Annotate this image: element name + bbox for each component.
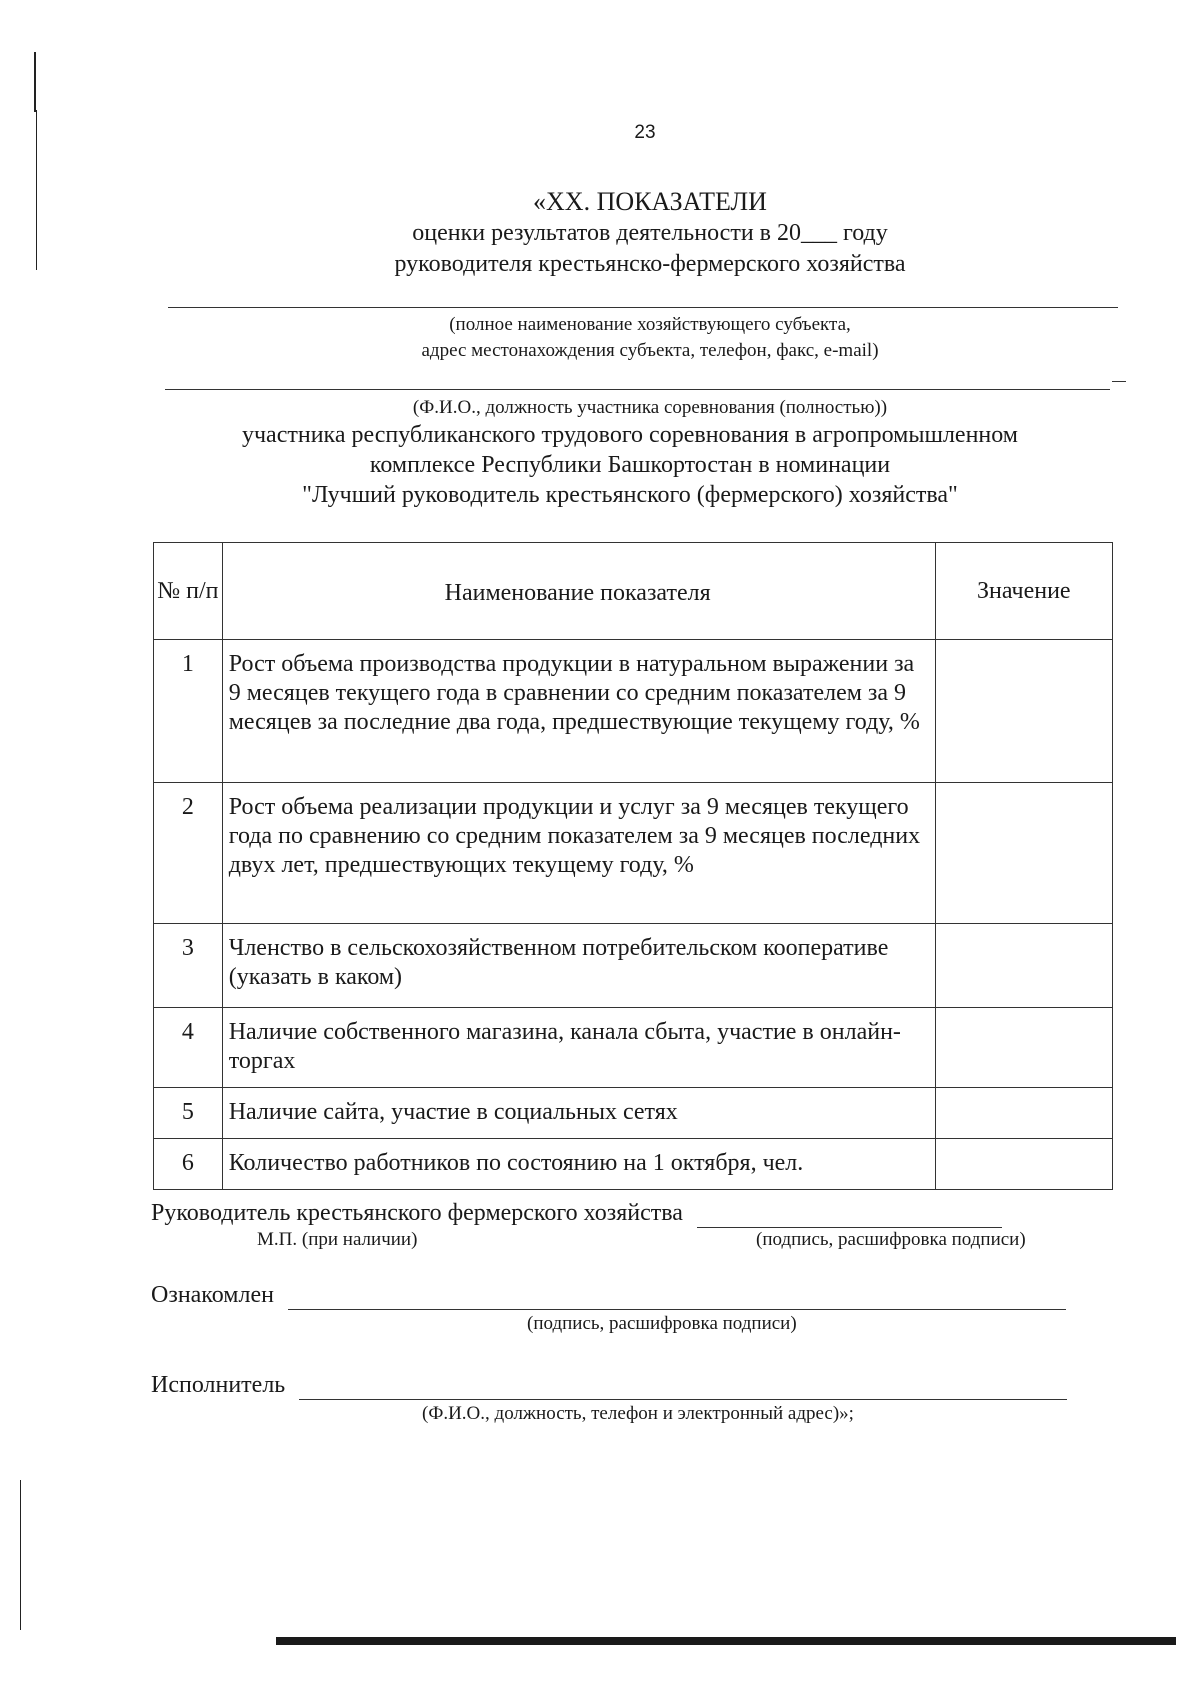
executor-caption: (Ф.И.О., должность, телефон и электронный адрес)»; — [422, 1403, 854, 1424]
header-indicator-name: Наименование показателя — [222, 543, 935, 640]
table-row — [154, 1008, 1113, 1088]
head-signature-caption: (подпись, расшифровка подписи) — [756, 1229, 1026, 1250]
head-signature-line[interactable] — [697, 1201, 1002, 1228]
executor-row — [151, 1370, 1067, 1400]
title-line-2: оценки результатов деятельности в 20___ году — [412, 220, 888, 246]
row-value-cell[interactable] — [935, 1008, 1112, 1088]
stamp-note: М.П. (при наличии) — [257, 1229, 418, 1250]
head-signature-row — [151, 1198, 1002, 1228]
entity-name-line — [168, 307, 1118, 308]
page-bottom-bar — [276, 1637, 1176, 1645]
acquainted-signature-line[interactable] — [288, 1283, 1066, 1310]
row-number: 3 — [154, 924, 223, 1008]
row-value-cell[interactable] — [935, 783, 1112, 924]
row-value-cell[interactable] — [935, 1088, 1112, 1139]
row-number: 2 — [154, 783, 223, 924]
entity-caption-line-1: (полное наименование хозяйствующего субъекта, — [449, 314, 851, 335]
participant-line-2: комплексе Республики Башкортостан в номинации — [369, 452, 891, 478]
title-line-3: руководителя крестьянско-фермерского хозяйства — [394, 251, 906, 277]
executor-label: Исполнитель — [151, 1372, 286, 1398]
participant-line-1: участника республиканского трудового соревнования в агропромышленном — [241, 422, 1018, 448]
head-label: Руководитель крестьянского фермерского хозяйства — [151, 1200, 683, 1226]
row-number: 1 — [154, 640, 223, 783]
fio-line — [165, 389, 1110, 390]
entity-caption — [330, 312, 970, 364]
executor-signature-line[interactable] — [299, 1373, 1067, 1400]
row-indicator-name: Наличие собственного магазина, канала сбыта, участие в онлайн-торгах — [222, 1008, 935, 1088]
indicators-table — [153, 542, 1113, 1190]
table-row — [154, 924, 1113, 1008]
acquainted-label: Ознакомлен — [151, 1282, 274, 1308]
fio-caption: (Ф.И.О., должность участника соревнования (полностью)) — [412, 397, 888, 418]
title-line-1: «XX. ПОКАЗАТЕЛИ — [533, 187, 767, 216]
table-row — [154, 783, 1113, 924]
row-indicator-name: Рост объема производства продукции в натуральном выражении за 9 месяцев текущего года в сравнении со средним показателем за 9 месяцев за последние два года, предшествующие текущему году, % — [222, 640, 935, 783]
table-header-row — [154, 543, 1113, 640]
row-indicator-name: Рост объема реализации продукции и услуг за 9 месяцев текущего года по сравнению со средним показателем за 9 месяцев последних двух лет, предшествующих текущему году, % — [222, 783, 935, 924]
row-value-cell[interactable] — [935, 924, 1112, 1008]
fio-line-tick — [1112, 381, 1126, 382]
entity-caption-line-2: адрес местонахождения субъекта, телефон, факс, e-mail) — [421, 340, 879, 361]
row-indicator-name: Количество работников по состоянию на 1 октября, чел. — [222, 1139, 935, 1190]
participant-line-3: "Лучший руководитель крестьянского (фермерского) хозяйства" — [302, 482, 958, 508]
row-number: 5 — [154, 1088, 223, 1139]
document-title — [330, 186, 970, 280]
scan-edge-line — [20, 1480, 21, 1630]
row-number: 4 — [154, 1008, 223, 1088]
table-row — [154, 640, 1113, 783]
table-row — [154, 1088, 1113, 1139]
row-value-cell[interactable] — [935, 640, 1112, 783]
table-row — [154, 1139, 1113, 1190]
row-indicator-name: Наличие сайта, участие в социальных сетях — [222, 1088, 935, 1139]
scan-edge-line — [34, 52, 36, 112]
acquainted-row — [151, 1280, 1066, 1310]
row-indicator-name: Членство в сельскохозяйственном потребительском кооперативе (указать в каком) — [222, 924, 935, 1008]
header-value: Значение — [935, 543, 1112, 640]
row-value-cell[interactable] — [935, 1139, 1112, 1190]
page-number: 23 — [634, 122, 656, 143]
header-number: № п/п — [154, 543, 223, 640]
row-number: 6 — [154, 1139, 223, 1190]
acquainted-caption: (подпись, расшифровка подписи) — [527, 1313, 797, 1334]
participant-description — [150, 420, 1110, 510]
